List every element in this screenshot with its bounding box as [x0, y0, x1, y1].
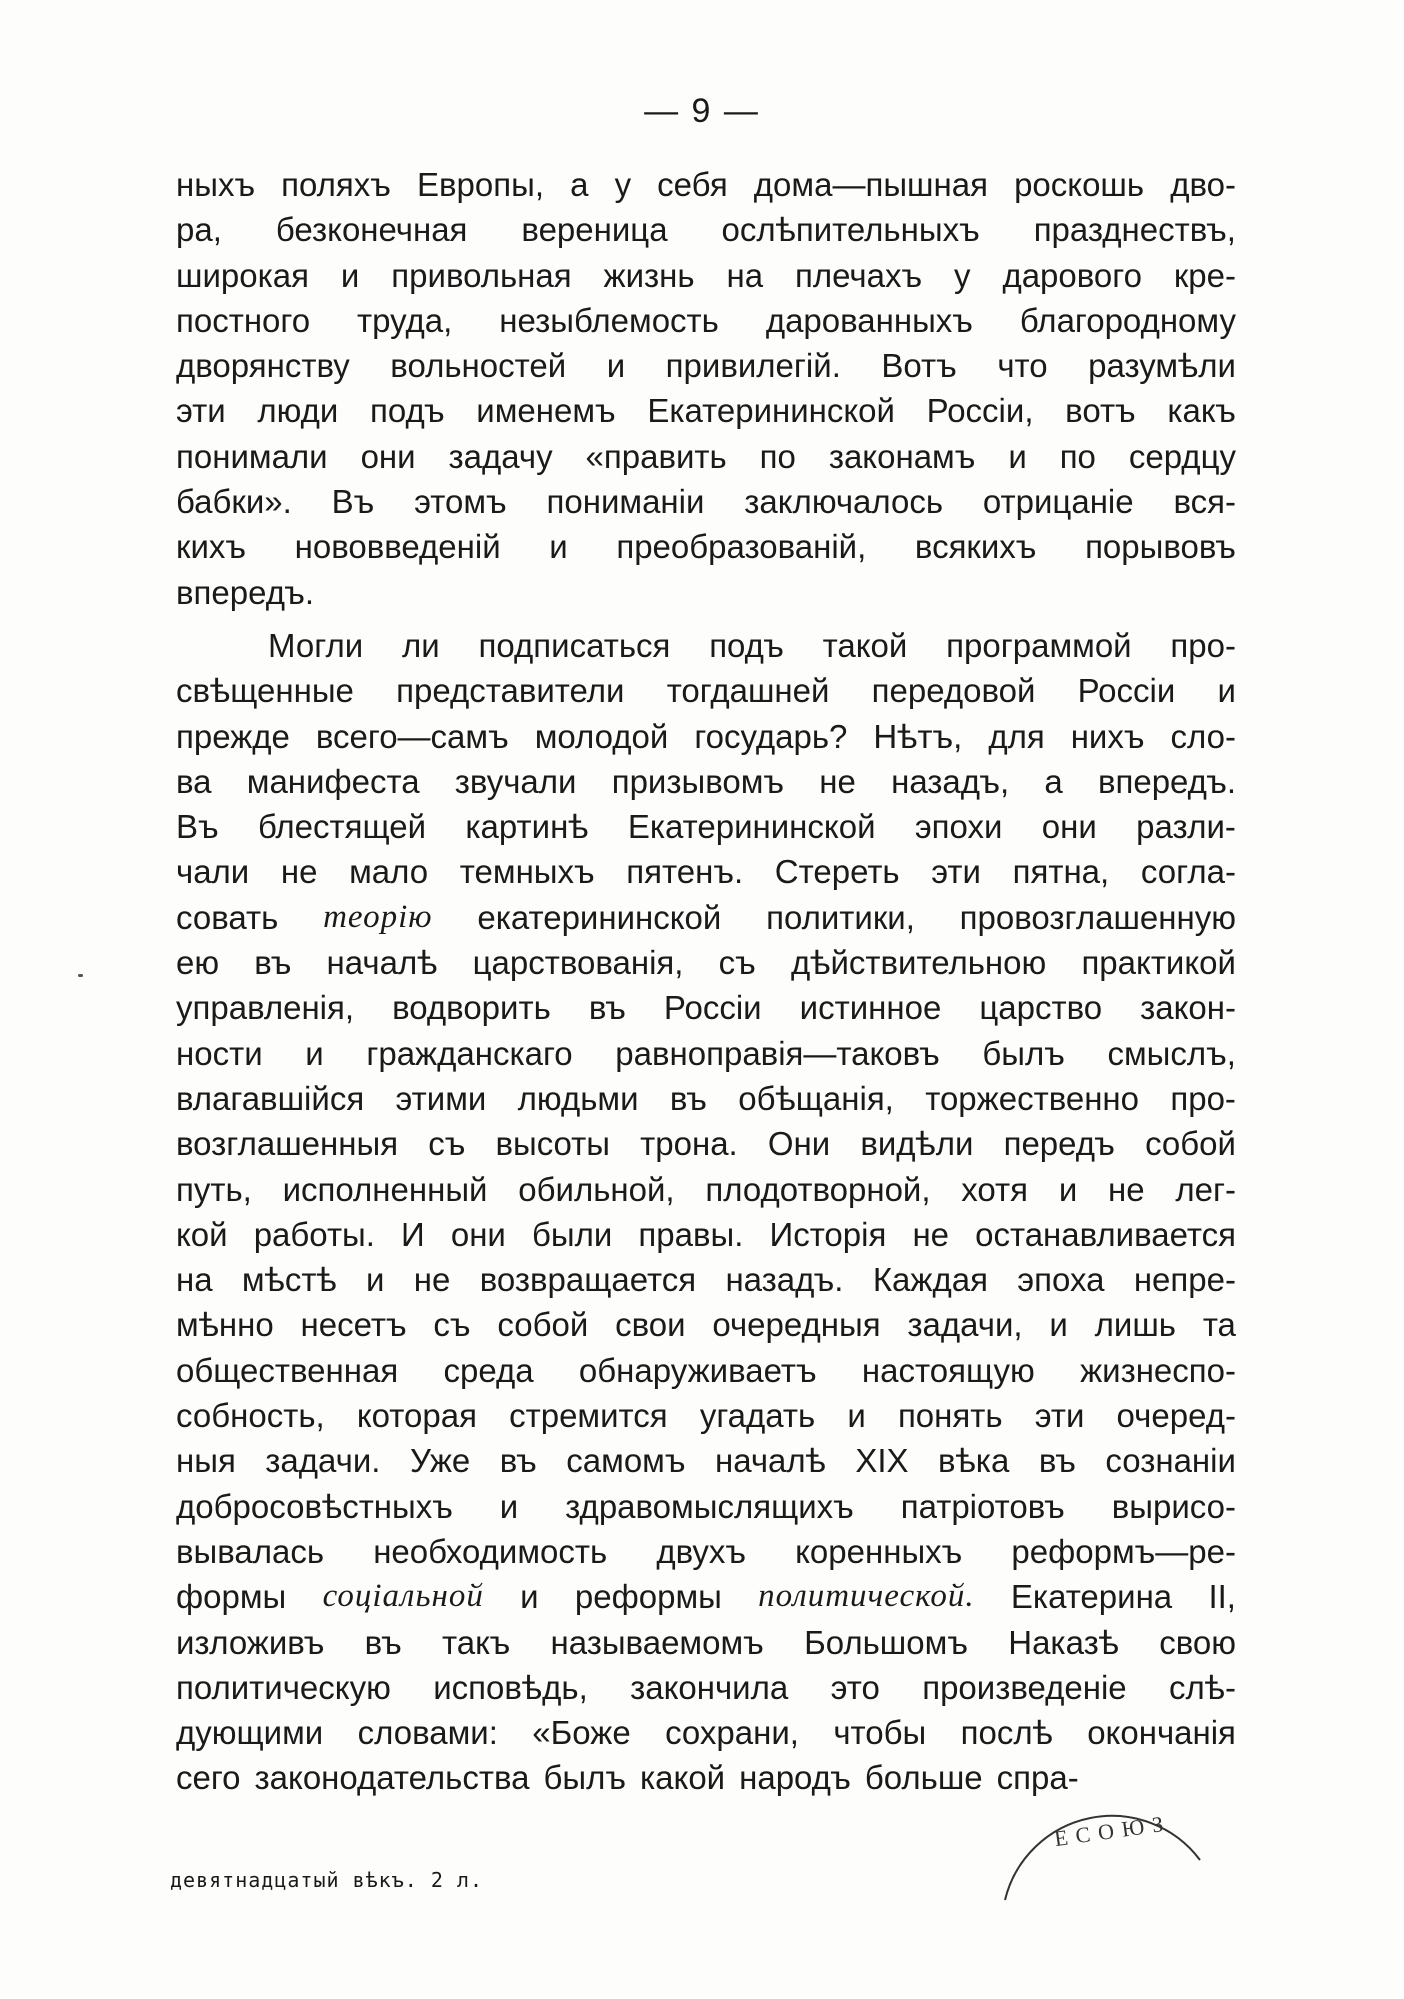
word: мѣстѣ [241, 1261, 337, 1299]
text-line [176, 1529, 1236, 1574]
word: понимали [176, 437, 328, 475]
word: нововведеній [294, 528, 501, 566]
word: эпохи [914, 808, 1003, 846]
word: закон- [1140, 989, 1236, 1027]
text-line [176, 1574, 1236, 1619]
word: не [819, 762, 856, 800]
text-line [176, 1121, 1236, 1166]
word: несетъ [300, 1306, 407, 1344]
word: торжественно [925, 1079, 1140, 1117]
word: эти [176, 392, 226, 430]
word: широкая [176, 256, 309, 294]
printer-signature: девятнадцатый вѣкъ. 2 л. [170, 1868, 483, 1892]
word: исповѣдь, [433, 1668, 588, 1706]
text-line [176, 714, 1236, 759]
text-line [176, 1076, 1236, 1121]
word: слѣ- [1169, 1668, 1236, 1706]
word: съ [433, 1306, 471, 1344]
word: общественная [176, 1351, 399, 1389]
word: ныхъ [176, 166, 256, 203]
word: мало [349, 853, 429, 891]
word: началѣ [326, 944, 438, 982]
word: «Боже [532, 1714, 631, 1752]
word: и [305, 1034, 324, 1072]
word: и [549, 528, 568, 566]
page-number: — 9 — [644, 92, 760, 130]
word: на [176, 1261, 213, 1299]
word: чтобы [833, 1714, 927, 1752]
word: закончила [630, 1668, 789, 1706]
word: эти [931, 853, 981, 891]
word: Екатерининской [627, 808, 876, 846]
word: понять [897, 1397, 1003, 1435]
word: былъ [982, 1034, 1065, 1072]
word: Исторія [769, 1215, 887, 1253]
word: очеред- [1116, 1397, 1236, 1435]
word: жизнеспо- [1080, 1351, 1236, 1389]
word: свои [615, 1306, 686, 1344]
word: вольностей [390, 347, 567, 385]
word: съ [428, 1125, 466, 1163]
word: собность, [176, 1397, 325, 1435]
word: этими [395, 1079, 487, 1117]
word: ныя [176, 1442, 236, 1480]
text-line [176, 434, 1236, 479]
word: законамъ [828, 437, 976, 475]
word: пониманіи [546, 483, 705, 521]
word: влагавшійся [176, 1079, 365, 1117]
word: исполненный [282, 1170, 488, 1208]
word: произведеніе [922, 1668, 1127, 1706]
text-line [176, 940, 1236, 985]
word: реформы [574, 1578, 722, 1616]
word: задачу [448, 437, 553, 475]
word: роскошь [1014, 166, 1145, 203]
word: свою [1159, 1623, 1236, 1661]
word: и [1008, 437, 1027, 475]
word: для [988, 717, 1045, 755]
word: всякихъ [914, 528, 1037, 566]
word: вся- [1173, 483, 1236, 521]
word: вереница [521, 211, 668, 249]
word: ва [176, 762, 212, 800]
word: по [759, 437, 796, 475]
word: лег- [1175, 1170, 1236, 1208]
word: сердцу [1128, 437, 1236, 475]
word: реформъ—ре- [1011, 1532, 1236, 1570]
word: необходимость [373, 1532, 608, 1570]
word: кихъ [176, 528, 246, 566]
word: безконечная [275, 211, 468, 249]
word: какой [640, 1759, 726, 1797]
word: настоящую [861, 1351, 1035, 1389]
text-line [176, 668, 1236, 713]
word: екатерининской [477, 898, 722, 936]
word: очередныя [712, 1306, 881, 1344]
word: это [830, 1668, 880, 1706]
word: жизнь [603, 256, 695, 294]
word: они [360, 437, 416, 475]
word: и [1058, 1170, 1078, 1208]
text-line [176, 1665, 1236, 1710]
word: Россіи, [926, 392, 1034, 430]
word: водворить [392, 989, 551, 1027]
word: сего [176, 1759, 241, 1797]
word: ослѣпительныхъ [721, 211, 980, 249]
word: дарового [1002, 256, 1142, 294]
word: трона. [640, 1125, 738, 1163]
text-line [176, 570, 1236, 615]
word: темныхъ [459, 853, 595, 891]
word: непре- [1133, 1261, 1236, 1299]
text-line [176, 895, 1236, 940]
word: себя [657, 166, 728, 203]
word: вотъ [1065, 392, 1136, 430]
word: II, [1208, 1578, 1236, 1616]
word: какъ [1167, 392, 1236, 430]
word: не [413, 1261, 451, 1299]
word: называемомъ [550, 1623, 764, 1661]
word: политическую [176, 1668, 391, 1706]
word: окончанія [1087, 1714, 1236, 1752]
word: а [1044, 762, 1063, 800]
word: которая [356, 1397, 477, 1435]
text-line [176, 524, 1236, 569]
word: дво- [1170, 166, 1236, 203]
word: привольная [391, 256, 572, 294]
word: Стереть [774, 853, 900, 891]
word: былъ [543, 1759, 626, 1797]
word: вывалась [176, 1532, 325, 1570]
word: ею [176, 944, 220, 982]
text-line [176, 849, 1236, 894]
word: Каждая [872, 1261, 988, 1299]
word: подъ [369, 392, 445, 430]
word: патріотовъ [900, 1487, 1065, 1525]
word: обильной, [518, 1170, 675, 1208]
word: не [1108, 1170, 1145, 1208]
word: Они [767, 1125, 831, 1163]
word: такъ [442, 1623, 511, 1661]
word: добросовѣстныхъ [176, 1487, 453, 1525]
word: Въ [331, 483, 375, 521]
word: впередъ. [176, 573, 315, 611]
text-line [176, 1212, 1236, 1257]
word: въ [254, 944, 292, 982]
word: смыслъ, [1107, 1034, 1236, 1072]
word: возглашенныя [176, 1125, 399, 1163]
word: труда, [357, 301, 453, 339]
word: Большомъ [804, 1623, 968, 1661]
word: царствованія, [472, 944, 684, 982]
word: такой [822, 626, 908, 664]
word: поляхъ [281, 166, 391, 203]
word: государь? [694, 717, 848, 755]
word: въ [669, 1079, 707, 1117]
word: блестящей [257, 808, 427, 846]
text-line [176, 1484, 1236, 1529]
text-line [176, 388, 1236, 433]
word: работы. [253, 1215, 375, 1253]
text-line [176, 1257, 1236, 1302]
word: ности [176, 1034, 263, 1072]
word: больше [864, 1759, 983, 1797]
word: всего—самъ [315, 717, 509, 755]
text-line [176, 1302, 1236, 1347]
word: коренныхъ [795, 1532, 963, 1570]
word: Могли [268, 626, 364, 664]
word: празднествъ, [1033, 211, 1236, 249]
word: спра- [996, 1759, 1079, 1797]
word: назадъ. [725, 1261, 844, 1299]
word: молодой [534, 717, 669, 755]
word: нихъ [1070, 717, 1145, 755]
word: у [614, 166, 632, 203]
word: назадъ, [891, 762, 1010, 800]
word: обѣщанія, [738, 1079, 894, 1117]
word: въ [1038, 1442, 1076, 1480]
word: Екатерина [1010, 1578, 1173, 1616]
word: здравомыслящихъ [565, 1487, 854, 1525]
word: дома—пышная [753, 166, 988, 203]
text-line [176, 623, 1236, 668]
word: постного [176, 301, 311, 339]
word: правы. [638, 1215, 744, 1253]
word: свѣщенные [176, 672, 354, 710]
word: заключалось [744, 483, 944, 521]
text-line [176, 1438, 1236, 1483]
word: Наказѣ [1008, 1623, 1119, 1661]
word: пятенъ. [626, 853, 744, 891]
word: отрицаніе [982, 483, 1134, 521]
word: среда [443, 1351, 534, 1389]
word: пятна, [1012, 853, 1110, 891]
word: вырисо- [1111, 1487, 1236, 1525]
word: эти [1034, 1397, 1085, 1435]
svg-text:ЕСОЮЗ: ЕСОЮЗ [1052, 1810, 1173, 1852]
word: кой [176, 1215, 228, 1253]
word: та [1202, 1306, 1236, 1344]
word: согла- [1140, 853, 1236, 891]
word: останавливается [975, 1215, 1236, 1253]
word: на [726, 256, 764, 294]
word: провозглашенную [959, 898, 1236, 936]
text-line [176, 1348, 1236, 1393]
text-line [176, 1393, 1236, 1438]
word: ра, [176, 211, 222, 249]
word: въ [588, 989, 626, 1027]
word: у [954, 256, 971, 294]
word: они [1041, 808, 1097, 846]
italic-word: теорію [323, 898, 433, 935]
word: съ [718, 944, 756, 982]
text-line [176, 985, 1236, 1030]
word: формы [176, 1578, 287, 1616]
text-line [176, 804, 1236, 849]
word: изложивъ [176, 1623, 325, 1661]
word: кре- [1173, 256, 1236, 294]
word: совать [176, 898, 279, 936]
body-text [176, 162, 1236, 1801]
italic-word: политической. [758, 1578, 975, 1615]
print-speck [78, 974, 83, 977]
word: XIX [855, 1442, 909, 1480]
text-line [176, 1031, 1236, 1076]
text-line [176, 1620, 1236, 1665]
word: управленія, [176, 989, 355, 1027]
text-line [176, 298, 1236, 343]
word: бабки». [176, 483, 292, 521]
word: чали [176, 853, 250, 891]
word: а [570, 166, 589, 203]
word: путь, [176, 1170, 252, 1208]
word: именемъ [476, 392, 616, 430]
italic-word: соціальной [322, 1578, 484, 1615]
word: Нѣтъ, [873, 717, 963, 755]
word: и [366, 1261, 385, 1299]
word: лишь [1094, 1306, 1176, 1344]
text-line [176, 759, 1236, 804]
word: люди [257, 392, 339, 430]
word: Въ [176, 808, 219, 846]
word: «править [585, 437, 727, 475]
text-line [176, 343, 1236, 388]
word: И [401, 1215, 425, 1253]
word: угадать [699, 1397, 816, 1435]
word: эпоха [1017, 1261, 1105, 1299]
word: были [531, 1215, 613, 1253]
word: гражданскаго [366, 1034, 573, 1072]
word: и [520, 1578, 539, 1616]
word: и [1049, 1306, 1068, 1344]
word: политики, [766, 898, 915, 936]
word: обнаруживаетъ [578, 1351, 817, 1389]
word: Россіи [663, 989, 762, 1027]
word: привилегій. [665, 347, 841, 385]
word: не [280, 853, 318, 891]
library-stamp [985, 1790, 1215, 1910]
word: про- [1170, 626, 1236, 664]
word: истинное [799, 989, 942, 1027]
word: Екатерининской [647, 392, 895, 430]
word: сохрани, [665, 1714, 799, 1752]
word: хотя [961, 1170, 1029, 1208]
word: прежде [176, 717, 290, 755]
word: въ [499, 1442, 537, 1480]
word: они [450, 1215, 506, 1253]
word: впередъ. [1097, 762, 1236, 800]
word: народъ [739, 1759, 851, 1797]
word: разумѣли [1088, 347, 1236, 385]
word: этомъ [414, 483, 507, 521]
word: людьми [517, 1079, 639, 1117]
word: законодательства [254, 1759, 530, 1797]
word: и [340, 256, 360, 294]
word: передовой [871, 672, 1036, 710]
word: мѣнно [176, 1306, 274, 1344]
word: словами: [357, 1714, 498, 1752]
word: началѣ [714, 1442, 826, 1480]
text-line [176, 253, 1236, 298]
word: что [997, 347, 1048, 385]
word: царство [979, 989, 1103, 1027]
word: не [912, 1215, 950, 1253]
word: по [1059, 437, 1096, 475]
word: и [1217, 672, 1236, 710]
word: двухъ [656, 1532, 747, 1570]
word: возвращается [479, 1261, 697, 1299]
word: Уже [409, 1442, 471, 1480]
word: Россіи [1077, 672, 1176, 710]
word: собой [497, 1306, 589, 1344]
word: Европы, [417, 166, 545, 203]
word: звучали [454, 762, 577, 800]
word: представители [396, 672, 625, 710]
word: про- [1170, 1079, 1236, 1117]
word: собой [1145, 1125, 1236, 1163]
word: незыблемость [499, 301, 719, 339]
word: послѣ [960, 1714, 1053, 1752]
word: и [499, 1487, 519, 1525]
text-line [176, 1710, 1236, 1755]
word: самомъ [566, 1442, 686, 1480]
word: разли- [1136, 808, 1236, 846]
word: стремится [509, 1397, 668, 1435]
text-line [176, 1167, 1236, 1212]
word: преобразованій, [616, 528, 867, 566]
word: подъ [709, 626, 784, 664]
text-line [176, 162, 1236, 207]
word: программой [946, 626, 1132, 664]
word: ли [402, 626, 440, 664]
word: высоты [495, 1125, 611, 1163]
word: плечахъ [795, 256, 923, 294]
word: равноправія—таковъ [615, 1034, 940, 1072]
word: сло- [1170, 717, 1236, 755]
word: задачи, [907, 1306, 1023, 1344]
word: порывовъ [1085, 528, 1236, 566]
word: практикой [1081, 944, 1236, 982]
word: сознаніи [1105, 1442, 1236, 1480]
word: Вотъ [881, 347, 957, 385]
word: въ [364, 1623, 402, 1661]
word: плодотворной, [705, 1170, 931, 1208]
word: дворянству [176, 347, 350, 385]
text-line [176, 479, 1236, 524]
word: благородному [1019, 301, 1236, 339]
word: вѣка [938, 1442, 1010, 1480]
text-line [176, 207, 1236, 252]
word: манифеста [246, 762, 420, 800]
word: дарованныхъ [765, 301, 973, 339]
word: передъ [1003, 1125, 1115, 1163]
word: видѣли [860, 1125, 974, 1163]
word: призывомъ [611, 762, 785, 800]
word: подписаться [478, 626, 671, 664]
word: дѣйствительною [790, 944, 1047, 982]
word: тогдашней [666, 672, 830, 710]
word: картинѣ [465, 808, 589, 846]
word: и [847, 1397, 866, 1435]
word: дующими [176, 1714, 324, 1752]
word: и [606, 347, 626, 385]
word: задачи. [265, 1442, 381, 1480]
